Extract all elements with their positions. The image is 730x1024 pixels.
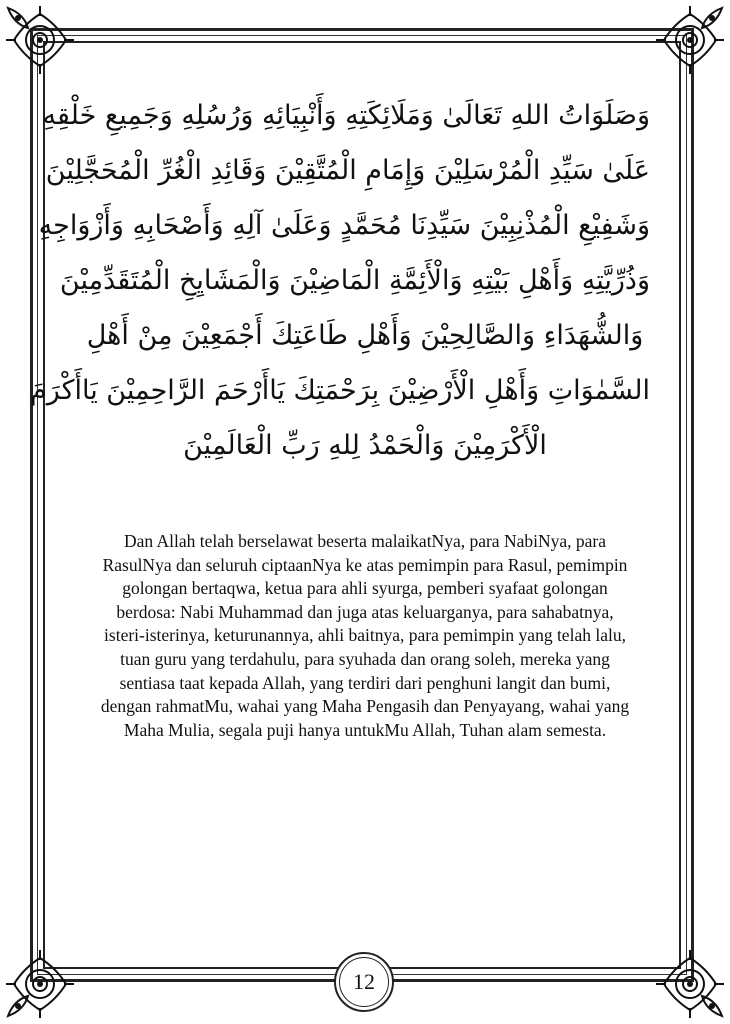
- ornamental-corner-icon: [654, 948, 726, 1020]
- ornamental-corner-icon: [4, 4, 76, 76]
- arabic-line: الْأَكْرَمِيْنَ وَالْحَمْدُ لِلهِ رَبِّ الْعَالَمِيْنَ: [183, 430, 547, 461]
- malay-translation: Dan Allah telah berselawat beserta malaikatNya, para NabiNya, para RasulNya dan seluruh ciptaanNya ke atas pemimpin para Rasul, pemimpin golongan bertaqwa, ketua para ahli syurga, pemberi syafaat golongan berdosa: Nabi Muhammad dan juga atas keluarganya, para sahabatnya, isteri-isterinya, keturunannya, ahli baitnya, para pemimpin yang telah lalu, tuan guru yang terdahulu, para syuhada dan orang soleh, mereka yang sentiasa taat kepada Allah, yang terdiri dari penghuni langit dan bumi, dengan rahmatMu, wahai yang Maha Pengasih dan Penyayang, wahai yang Maha Mulia, segala puji hanya untukMu Allah, Tuhan alam semesta.: [100, 531, 630, 740]
- arabic-prayer-text: [30, 88, 650, 473]
- arabic-line: وَشَفِيْعِ الْمُذْنِبِيْنَ سَيِّدِنَا مُحَمَّدٍ وَعَلَىٰ آلِهِ وَأَصْحَابِهِ وَأَزْوَاجِهِ: [38, 210, 650, 241]
- page-number-badge: [334, 952, 394, 1012]
- arabic-line: وَالشُّهَدَاءِ وَالصَّالِحِيْنَ وَأَهْلِ طَاعَتِكَ أَجْمَعِيْنَ مِنْ أَهْلِ: [86, 320, 644, 351]
- ornamental-corner-icon: [654, 4, 726, 76]
- arabic-line: وَصَلَوَاتُ اللهِ تَعَالَىٰ وَمَلَائِكَتِهِ وَأَنْبِيَائِهِ وَرُسُلِهِ وَجَمِيعِ خَلْقِهِ: [42, 100, 650, 131]
- ornamental-corner-icon: [4, 948, 76, 1020]
- arabic-line: السَّمٰوَاتِ وَأَهْلِ الْأَرْضِيْنَ بِرَحْمَتِكَ يَاأَرْحَمَ الرَّاحِمِيْنَ يَاأَكْرَمَ: [30, 375, 650, 406]
- arabic-line: وَذُرِّيَّتِهِ وَأَهْلِ بَيْتِهِ وَالْأَئِمَّةِ الْمَاضِيْنَ وَالْمَشَايِخِ الْمُتَقَدِّمِيْنَ: [59, 265, 650, 296]
- page-number: 12: [339, 957, 389, 1007]
- arabic-line: عَلَىٰ سَيِّدِ الْمُرْسَلِيْنَ وَإِمَامِ الْمُتَّقِيْنَ وَقَائِدِ الْغُرِّ الْمُحَجَّلِيْنَ: [45, 155, 650, 186]
